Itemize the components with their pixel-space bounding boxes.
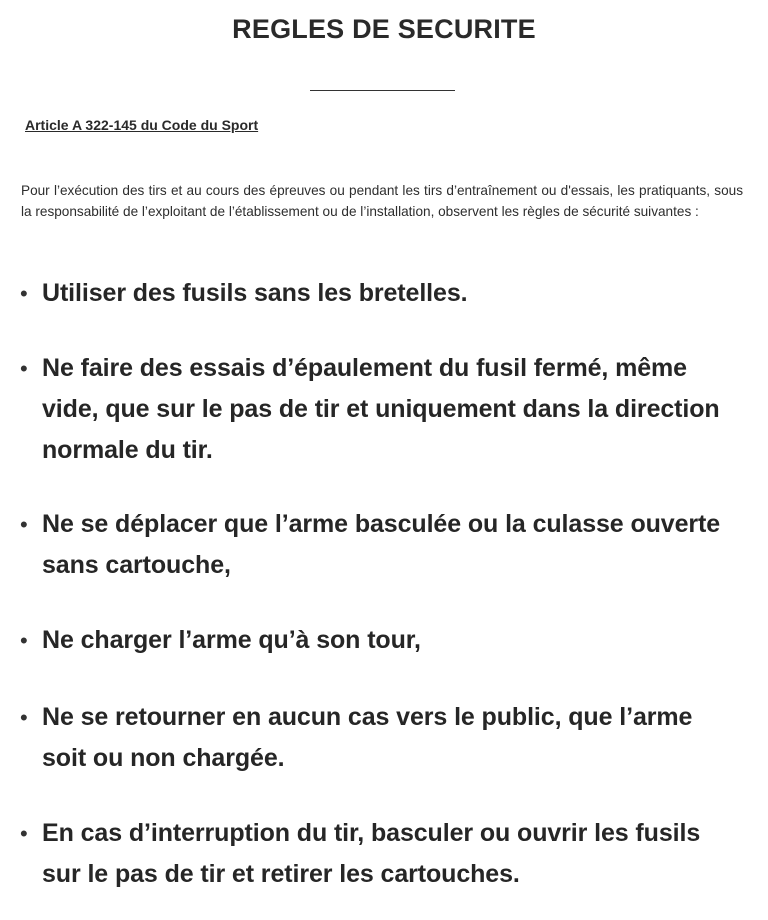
safety-rule-text: Utiliser des fusils sans les bretelles. [42,279,468,307]
bullet-icon: • [20,705,28,730]
safety-rule-text: Ne faire des essais d’épaulement du fusil fermé, même vide, que sur le pas de tir et uniquement dans la direction normale du tir. [42,354,720,464]
safety-rule-text: Ne charger l’arme qu’à son tour, [42,626,421,654]
intro-paragraph: Pour l’exécution des tirs et au cours des épreuves ou pendant les tirs d’entraînement ou d'essais, les pratiquants, sous la responsabilité de l’exploitant de l’établissement ou de l’installation, observent les règles de sécurité suivantes : [21,183,743,219]
safety-rule-text: Ne se retourner en aucun cas vers le public, que l’arme soit ou non chargée. [42,703,693,772]
page-title: REGLES DE SECURITE [232,14,536,44]
bullet-icon: • [20,821,28,846]
article-reference: Article A 322-145 du Code du Sport [25,117,259,133]
bullet-icon: • [20,512,28,537]
bullet-icon: • [20,356,28,381]
bullet-icon: • [20,281,28,306]
safety-rule-text: En cas d’interruption du tir, basculer ou ouvrir les fusils sur le pas de tir et retirer les cartouches. [42,819,701,888]
title-divider [310,90,455,91]
bullet-icon: • [20,628,28,653]
safety-rule-text: Ne se déplacer que l’arme basculée ou la culasse ouverte sans cartouche, [42,510,721,579]
